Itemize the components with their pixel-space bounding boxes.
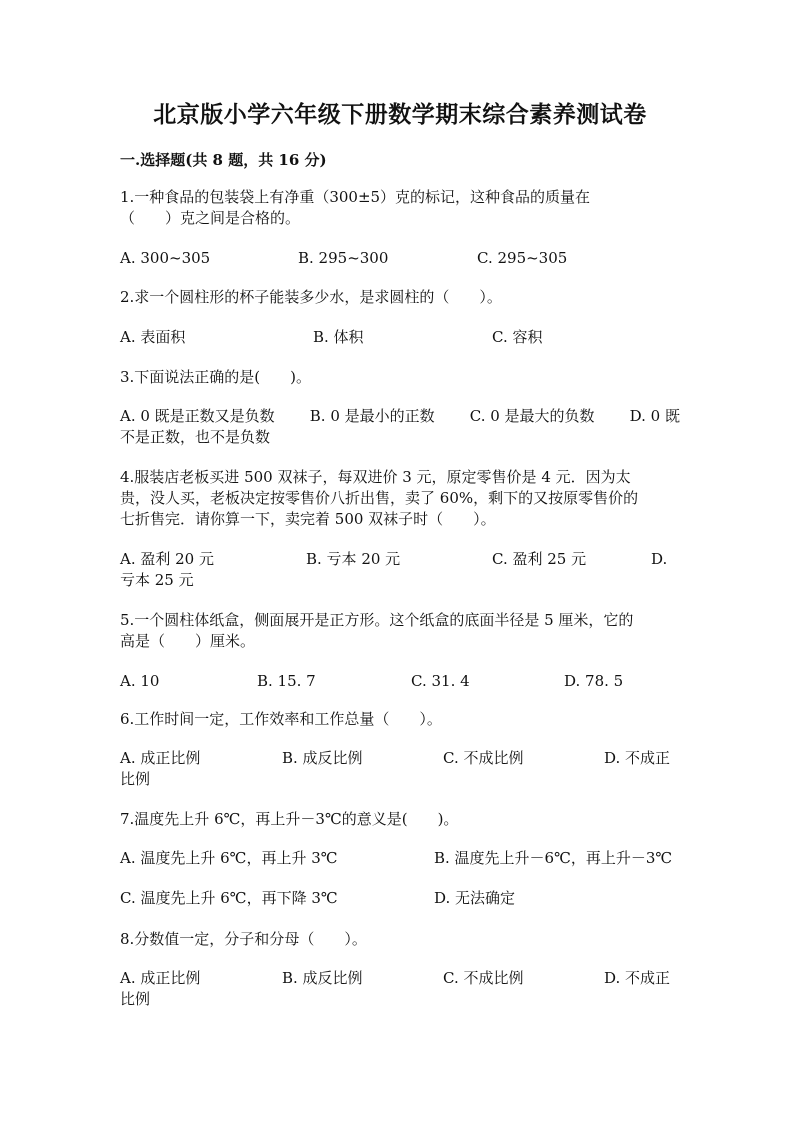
question-4 bbox=[120, 467, 680, 530]
options-3 bbox=[120, 406, 680, 448]
option-b: B. 295~300 bbox=[298, 249, 389, 267]
option-d: D. 无法确定 bbox=[434, 889, 516, 907]
option-c: C. 盈利 25 元 bbox=[492, 550, 587, 568]
question-text-line: 1.一种食品的包装袋上有净重（300±5）克的标记，这种食品的质量在 bbox=[120, 188, 591, 206]
option-a: A. 0 既是正数又是负数 bbox=[120, 407, 275, 425]
question-5 bbox=[120, 610, 680, 652]
options-4 bbox=[120, 549, 680, 591]
question-text-line: 贵，没人买，老板决定按零售价八折出售，卖了 60%，剩下的又按原零售价的 bbox=[120, 489, 639, 507]
question-6 bbox=[120, 709, 680, 730]
question-text-line: 4.服装店老板买进 500 双袜子，每双进价 3 元，原定零售价是 4 元．因为太 bbox=[120, 468, 631, 486]
option-c: C. 不成比例 bbox=[443, 749, 524, 767]
options-8 bbox=[120, 968, 680, 1010]
question-text-line: 7.温度先上升 6℃，再上升－3℃的意义是( )。 bbox=[120, 810, 459, 828]
option-c: C. 不成比例 bbox=[443, 969, 524, 987]
option-b: B. 15. 7 bbox=[257, 672, 316, 690]
option-d-continued: 亏本 25 元 bbox=[120, 571, 194, 589]
option-a: A. 温度先上升 6℃，再上升 3℃ bbox=[120, 849, 338, 867]
option-c: C. 0 是最大的负数 bbox=[469, 407, 595, 425]
option-c: C. 31. 4 bbox=[411, 672, 470, 690]
question-text-line: 5.一个圆柱体纸盒，侧面展开是正方形。这个纸盒的底面半径是 5 厘米，它的 bbox=[120, 611, 634, 629]
option-d: D. 不成正 bbox=[604, 969, 671, 987]
question-text-line: 8.分数值一定，分子和分母（ ）。 bbox=[120, 930, 367, 948]
option-d-continued: 不是正数，也不是负数 bbox=[120, 428, 271, 446]
option-d-continued: 比例 bbox=[120, 990, 151, 1008]
question-7 bbox=[120, 809, 680, 830]
option-b: B. 温度先上升－6℃，再上升－3℃ bbox=[434, 849, 673, 867]
option-d-continued: 比例 bbox=[120, 770, 151, 788]
option-c: C. 295~305 bbox=[477, 249, 568, 267]
question-8 bbox=[120, 929, 680, 950]
option-a: A. 300~305 bbox=[120, 249, 211, 267]
question-3 bbox=[120, 367, 680, 388]
option-a: A. 成正比例 bbox=[120, 969, 201, 987]
question-2 bbox=[120, 287, 680, 308]
option-b: B. 0 是最小的正数 bbox=[309, 407, 435, 425]
section-heading: 一.选择题(共 8 题，共 16 分) bbox=[120, 151, 327, 169]
question-text-line: 2.求一个圆柱形的杯子能装多少水，是求圆柱的（ ）。 bbox=[120, 288, 502, 306]
option-a: A. 成正比例 bbox=[120, 749, 201, 767]
option-d: D. bbox=[651, 550, 668, 568]
question-text-line: （ ）克之间是合格的。 bbox=[120, 209, 301, 227]
option-b: B. 成反比例 bbox=[282, 749, 363, 767]
option-c: C. 容积 bbox=[492, 328, 543, 346]
question-text-line: 七折售完．请你算一下，卖完着 500 双袜子时（ ）。 bbox=[120, 510, 496, 528]
option-a: A. 盈利 20 元 bbox=[120, 550, 214, 568]
option-d: D. 不成正 bbox=[604, 749, 671, 767]
question-1 bbox=[120, 187, 680, 229]
option-a: A. 表面积 bbox=[120, 328, 186, 346]
option-b: B. 成反比例 bbox=[282, 969, 363, 987]
option-b: B. 亏本 20 元 bbox=[306, 550, 401, 568]
option-c: C. 温度先上升 6℃，再下降 3℃ bbox=[120, 889, 338, 907]
options-6 bbox=[120, 748, 680, 790]
page-title: 北京版小学六年级下册数学期末综合素养测试卷 bbox=[153, 101, 647, 128]
question-text-line: 6.工作时间一定，工作效率和工作总量（ ）。 bbox=[120, 710, 442, 728]
option-d: D. 78. 5 bbox=[564, 672, 624, 690]
question-text-line: 3.下面说法正确的是( )。 bbox=[120, 368, 312, 386]
option-d: D. 0 既 bbox=[629, 407, 680, 425]
option-b: B. 体积 bbox=[313, 328, 364, 346]
option-a: A. 10 bbox=[120, 672, 160, 690]
question-text-line: 高是（ ）厘米。 bbox=[120, 632, 256, 650]
